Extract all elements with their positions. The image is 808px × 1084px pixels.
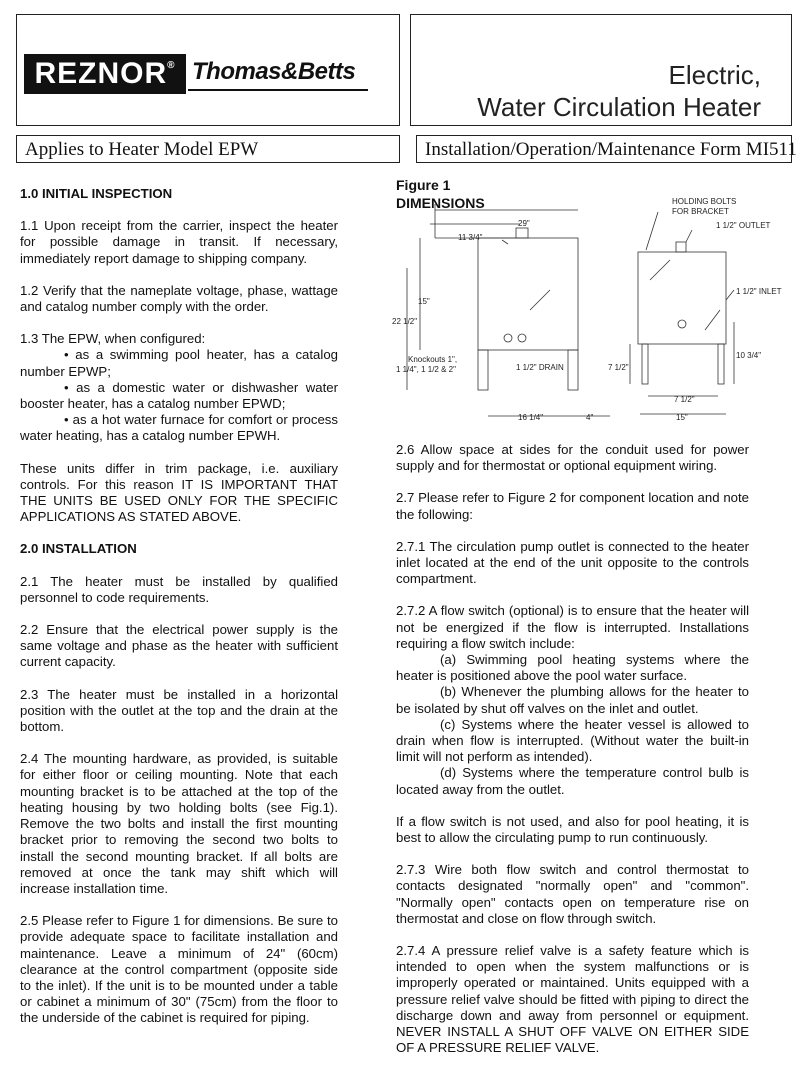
- paragraph-1-1: 1.1 Upon receipt from the carrier, inspect the heater for possible damage in transit. If necessary, immediately report damage to shipping company.: [20, 218, 338, 266]
- paragraph-2-7-3: 2.7.3 Wire both flow switch and control thermostat to contacts designated "normally open" and "common". "Normally open" contacts open on temperature rise on thermostat and close on flow through switch.: [396, 862, 749, 926]
- svg-text:7 1/2": 7 1/2": [674, 395, 695, 404]
- svg-text:1 1/2" DRAIN: 1 1/2" DRAIN: [516, 363, 564, 372]
- paragraph-2-7-4: 2.7.4 A pressure relief valve is a safety feature which is intended to open when the system malfunctions or is improperly operated or maintained. Units equipped with a pressure relief valve should be fitted with piping to direct the discharge down and away from personnel or equipment. NEVER INSTALL A SHUT OFF VALVE ON EITHER SIDE OF A PRESSURE RELIEF VALVE.: [396, 943, 749, 1056]
- front-view-housing: [478, 238, 578, 350]
- paragraph-2-1: 2.1 The heater must be installed by qualified personnel to code requirements.: [20, 573, 338, 605]
- document-title: Electric, Water Circulation Heater: [477, 60, 761, 122]
- svg-text:15": 15": [418, 297, 430, 306]
- svg-text:4": 4": [586, 413, 594, 422]
- paragraph-note: These units differ in trim package, i.e. auxiliary controls. For this reason IT IS IMPORTANT THAT THE UNITS BE USED ONLY FOR THE SPECIFIC APPLICATIONS AS STATED ABOVE.: [20, 460, 338, 525]
- svg-text:7 1/2": 7 1/2": [608, 363, 629, 372]
- section-heading-installation: 2.0 INSTALLATION: [20, 541, 137, 557]
- dimensions-diagram: [380, 190, 792, 430]
- right-column: [396, 442, 749, 1073]
- section-heading-inspection: 1.0 INITIAL INSPECTION: [20, 186, 173, 201]
- paragraph-1-3: 1.3 The EPW, when configured: • as a swimming pool heater, has a catalog number EPWP; • as a domestic water or dishwasher water booster heater, has a catalog number EPWD; • as a hot water furnace for comfort or process water heating, has a catalog number EPWH.: [20, 331, 338, 444]
- svg-text:22 1/2": 22 1/2": [392, 317, 418, 326]
- figure-caption: Figure 1 DIMENSIONS: [396, 177, 485, 211]
- paragraph-2-7-1: 2.7.1 The circulation pump outlet is connected to the heater inlet located at the end of the unit opposite to the controls compartment.: [396, 538, 749, 587]
- svg-text:FOR BRACKET: FOR BRACKET: [672, 207, 729, 216]
- paragraph-2-5: 2.5 Please refer to Figure 1 for dimensions. Be sure to provide adequate space to facilitate installation and maintenance. Leave a minimum of 24" (60cm) clearance at the control compartment (opposite side to the inlet). If the unit is to be mounted under a table or cabinet a minimum of 30" (75cm) from the floor to the underside of the cabinet is required for piping.: [20, 913, 338, 1026]
- form-number-text: Installation/Operation/Maintenance Form MI511: [425, 139, 797, 160]
- side-view-housing: [638, 252, 726, 344]
- svg-text:1 1/2" INLET: 1 1/2" INLET: [736, 287, 782, 296]
- svg-text:29": 29": [518, 219, 530, 228]
- svg-text:10 3/4": 10 3/4": [736, 351, 762, 360]
- svg-text:15": 15": [676, 413, 688, 422]
- logo-underline: [188, 89, 368, 91]
- svg-text:1 1/2" OUTLET: 1 1/2" OUTLET: [716, 221, 771, 230]
- left-column: [20, 186, 338, 1043]
- form-box: [416, 135, 797, 163]
- applies-to-text: Applies to Heater Model EPW: [25, 139, 259, 160]
- paragraph-2-7: 2.7 Please refer to Figure 2 for component location and note the following:: [396, 490, 749, 522]
- paragraph-2-4: 2.4 The mounting hardware, as provided, is suitable for either floor or ceiling mounting. Note that each mounting bracket is to be attached at the top of the heating housing by two holding bolts (see Fig.1). Remove the two bolts and install the first mounting bracket prior to removing the second two bolts to install the second mounting bracket. If all bolts are removed at once the tank may shift which will increase installation time.: [20, 751, 338, 896]
- applies-to-box: [16, 135, 400, 163]
- svg-text:16 1/4": 16 1/4": [518, 413, 544, 422]
- svg-text:11 3/4": 11 3/4": [458, 233, 483, 242]
- thomas-betts-logo: Thomas&Betts: [192, 58, 356, 85]
- paragraph-2-7-2: 2.7.2 A flow switch (optional) is to ensure that the heater will not be energized if the flow is interrupted. Installations requiring a flow switch include: (a) Swimming pool heating systems where the heater is positioned above the pool water surface. (b) Whenever the plumbing allows for the heater to be isolated by shut off valves on the inlet and outlet. (c) Systems where the heater vessel is allowed to drain when flow is interrupted. (Without water the built-in limit will not perform as intended). (d) Systems where the temperature control bulb is located away from the outlet.: [396, 603, 749, 797]
- svg-text:Knockouts 1",: Knockouts 1",: [408, 355, 458, 364]
- svg-text:1 1/4", 1 1/2 & 2": 1 1/4", 1 1/2 & 2": [396, 365, 456, 374]
- paragraph-1-2: 1.2 Verify that the nameplate voltage, phase, wattage and catalog number comply with the order.: [20, 282, 338, 315]
- title-box: [410, 14, 792, 126]
- paragraph-2-6: 2.6 Allow space at sides for the conduit used for power supply and for thermostat or optional equipment wiring.: [396, 442, 749, 474]
- paragraph-2-3: 2.3 The heater must be installed in a horizontal position with the outlet at the top and the drain at the bottom.: [20, 686, 338, 735]
- reznor-logo: REZNOR ®: [24, 54, 186, 94]
- paragraph-2-2: 2.2 Ensure that the electrical power supply is the same voltage and phase as the heater with sufficient current capacity.: [20, 622, 338, 670]
- paragraph-flow-switch: If a flow switch is not used, and also for pool heating, it is best to allow the circulating pump to run continuously.: [396, 813, 749, 846]
- svg-text:HOLDING BOLTS: HOLDING BOLTS: [672, 197, 737, 206]
